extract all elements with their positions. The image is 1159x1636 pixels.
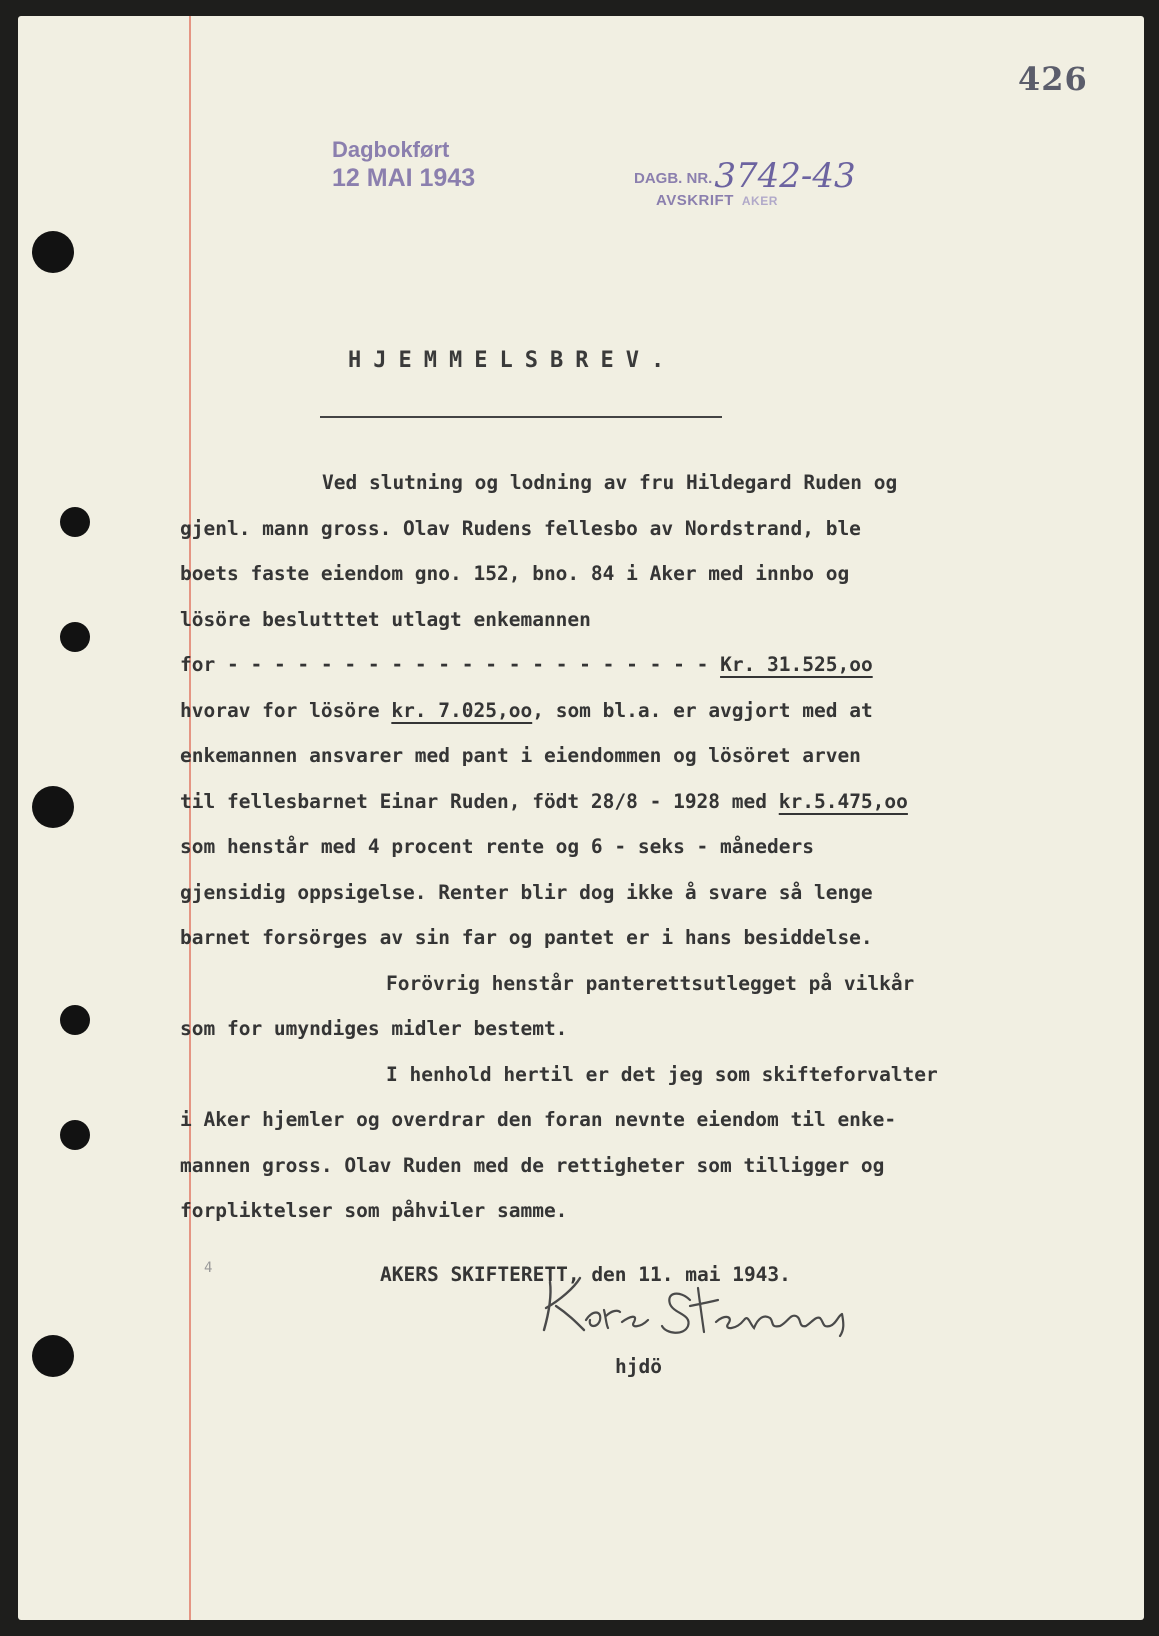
punch-hole (32, 1335, 74, 1377)
punch-hole (32, 231, 74, 273)
handwritten-number: 3742-43 (714, 156, 856, 196)
body-line: i Aker hjemler og overdrar den foran nevnte eiendom til enke- (180, 1108, 897, 1131)
title-underline (320, 416, 722, 418)
body-line: Forövrig henstår panterettsutlegget på vilkår (386, 971, 915, 995)
body-line: barnet forsörges av sin far og pantet er i hans besiddelse. (180, 926, 873, 949)
dash-fill: - - - - - - - - - - - - - - - - - - - - - (226, 653, 709, 676)
for-word: for (180, 653, 216, 676)
body-line: lösöre beslutttet utlagt enkemannen (180, 607, 591, 631)
signature-icon (540, 1270, 870, 1340)
stamp-prefix: DAGB. NR. (634, 170, 713, 187)
body-line (180, 779, 1060, 825)
body-line: forpliktelser som påhviler samme. (180, 1199, 568, 1222)
body-line: som henstår med 4 procent rente og 6 - seks - måneders (180, 835, 814, 858)
stamp-label: Dagbokført (332, 137, 450, 162)
punch-hole (32, 786, 74, 828)
court-date-line: AKERS SKIFTERETT, den 11. mai 1943. (380, 1263, 791, 1286)
punch-hole (60, 1005, 90, 1035)
body-line: I henhold hertil er det jeg som skifteforvalter (386, 1062, 938, 1086)
document-body (180, 460, 1060, 1234)
dagb-nr-stamp (634, 156, 856, 212)
dagbokfort-stamp (332, 136, 475, 192)
body-line: som for umyndiges midler bestemt. (180, 1017, 568, 1040)
margin-mark: 4 (204, 1260, 213, 1276)
body-line: mannen gross. Olav Ruden med de rettigheter som tilligger og (180, 1153, 885, 1177)
stamp-date: 12 MAI 1943 (332, 164, 476, 192)
losore-amount: kr. 7.025,oo (391, 698, 533, 722)
text-span: hvorav for lösöre (180, 698, 392, 722)
inheritance-amount: kr.5.475,oo (778, 789, 908, 813)
total-amount: Kr. 31.525,oo (720, 653, 873, 676)
text-span: til fellesbarnet Einar Ruden, födt 28/8 - 1928 med (180, 789, 779, 813)
text-span: , som bl.a. er avgjort med at (532, 698, 873, 722)
punch-hole (60, 507, 90, 537)
stamp-avskrift: AVSKRIFT (656, 192, 734, 209)
body-line: boets faste eiendom gno. 152, bno. 84 i Aker med innbo og (180, 562, 850, 585)
typist-initials: hjdö (615, 1355, 662, 1378)
body-line: gjenl. mann gross. Olav Rudens fellesbo av Nordstrand, ble (180, 516, 861, 540)
document-title: HJEMMELSBREV. (348, 348, 677, 373)
punch-hole (60, 622, 90, 652)
body-line: gjensidig oppsigelse. Renter blir dog ikke å svare så lenge (180, 880, 873, 904)
body-line: Ved slutning og lodning av fru Hildegard Ruden og (322, 471, 898, 494)
page-number: 426 (1018, 60, 1088, 98)
body-line (180, 688, 1060, 734)
stamp-extra: AKER (741, 194, 778, 208)
amount-line (180, 642, 1060, 688)
punch-hole (60, 1120, 90, 1150)
body-line: enkemannen ansvarer med pant i eiendommen og lösöret arven (180, 744, 861, 767)
handwritten-signature (540, 1270, 870, 1344)
